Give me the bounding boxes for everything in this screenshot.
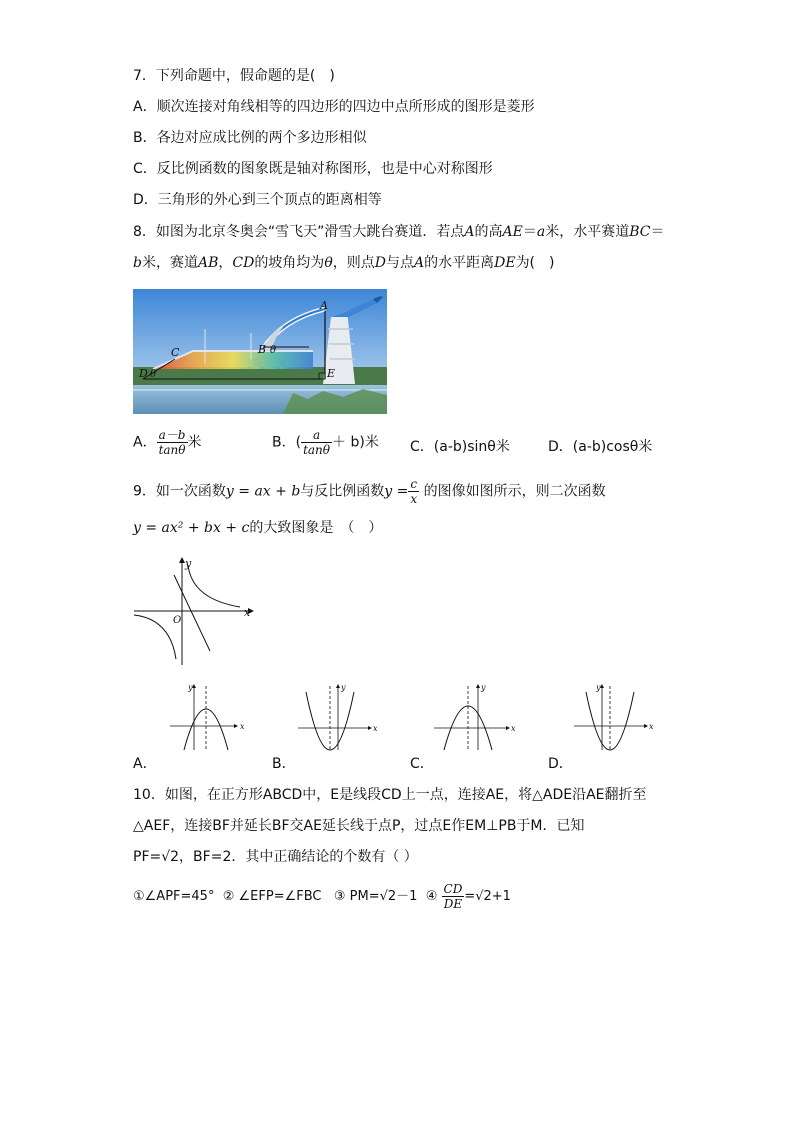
q10-stem-line2: △AEF，连接BF并延长BF交AE延长线于点P，过点E作EM⊥PB于M．已知 bbox=[133, 818, 585, 834]
q9-function-graph bbox=[130, 555, 260, 667]
q7-option-a: A．顺次连接对角线相等的四边形的四边中点所形成的图形是菱形 bbox=[133, 99, 535, 115]
svg-text:x: x bbox=[373, 724, 378, 733]
svg-text:x: x bbox=[240, 722, 245, 731]
q10-stem-line3: PF=√2，BF=2．其中正确结论的个数有（ ） bbox=[133, 849, 418, 865]
svg-text:x: x bbox=[649, 722, 654, 731]
q10-conclusion-4-fraction: $\frac{CD}{DE}$ bbox=[443, 882, 463, 911]
photo-label-b: B bbox=[258, 343, 267, 356]
q9-option-b-label: B． bbox=[272, 756, 296, 772]
svg-text:y: y bbox=[188, 683, 193, 692]
photo-label-a: A bbox=[320, 299, 328, 312]
q9-axis-y: y bbox=[185, 557, 192, 570]
q9-option-a-label: A． bbox=[133, 756, 157, 772]
q8-choice-c: C．(a-b)sinθ米 bbox=[410, 439, 510, 455]
q9-stem-line1: 9．如一次函数y = ax + b与反比例函数y = $\frac{c}{x}$ 的图像如图所示，则二次函数 bbox=[133, 477, 606, 506]
q9-option-d-graph bbox=[572, 682, 656, 752]
q7-option-d: D．三角形的外心到三个顶点的距离相等 bbox=[133, 192, 382, 208]
svg-text:y: y bbox=[481, 683, 486, 692]
q8-choice-d: D．(a-b)cosθ米 bbox=[548, 439, 653, 455]
q10-stem-line1: 10．如图，在正方形ABCD中，E是线段CD上一点，连接AE，将△ADE沿AE翻折至 bbox=[133, 787, 647, 803]
photo-label-theta-b: θ bbox=[270, 345, 277, 356]
q10-conclusion-1: ①∠APF=45° bbox=[133, 889, 215, 904]
q8-stem-line2: b米，赛道AB，CD的坡角均为θ，则点D与点A的水平距离DE为( ) bbox=[133, 255, 555, 271]
svg-text:y: y bbox=[596, 683, 601, 692]
q9-axis-x: x bbox=[244, 606, 251, 619]
q9-option-c-label: C． bbox=[410, 756, 434, 772]
q8-choice-b: B．( $\frac{a}{\tan\theta}$ ＋ b)米 bbox=[272, 428, 379, 457]
q9-option-b-graph bbox=[296, 682, 380, 752]
q10-conclusion-4-label: ④ bbox=[425, 889, 438, 904]
q9-option-a-graph bbox=[168, 682, 248, 752]
photo-label-d: D bbox=[139, 367, 148, 380]
svg-text:x: x bbox=[511, 724, 516, 733]
q7-option-b: B．各边对应成比例的两个多边形相似 bbox=[133, 130, 367, 146]
photo-label-c: C bbox=[171, 346, 180, 359]
q7-stem: 7．下列命题中，假命题的是( ) bbox=[133, 68, 335, 84]
q10-conclusion-2: ② ∠EFP=∠FBC bbox=[222, 889, 322, 904]
q8-stem-line1: 8．如图为北京冬奥会“雪飞天”滑雪大跳台赛道．若点A的高AE＝a米，水平赛道BC＝ bbox=[133, 224, 665, 240]
photo-label-theta-d: θ bbox=[150, 369, 157, 380]
q10-conclusion-3: ③ PM=√2－1 bbox=[333, 889, 418, 904]
q9-option-c-graph bbox=[432, 682, 516, 752]
q7-option-c: C．反比例函数的图象既是轴对称图形，也是中心对称图形 bbox=[133, 161, 493, 177]
q10-conclusion-4-value: =√2+1 bbox=[464, 889, 511, 904]
q9-option-d-label: D． bbox=[548, 756, 573, 772]
svg-text:y: y bbox=[341, 683, 346, 692]
ski-jump-photo bbox=[133, 289, 387, 414]
q9-stem-line2: y = ax² + bx + c的大致图象是 （ ） bbox=[133, 520, 383, 536]
q10-conclusions bbox=[133, 882, 511, 911]
photo-label-e: E bbox=[327, 367, 336, 380]
q8-choice-a: A． $\frac{a-b}{\tan\theta}$ 米 bbox=[133, 428, 202, 457]
q9-origin: O bbox=[173, 615, 182, 626]
